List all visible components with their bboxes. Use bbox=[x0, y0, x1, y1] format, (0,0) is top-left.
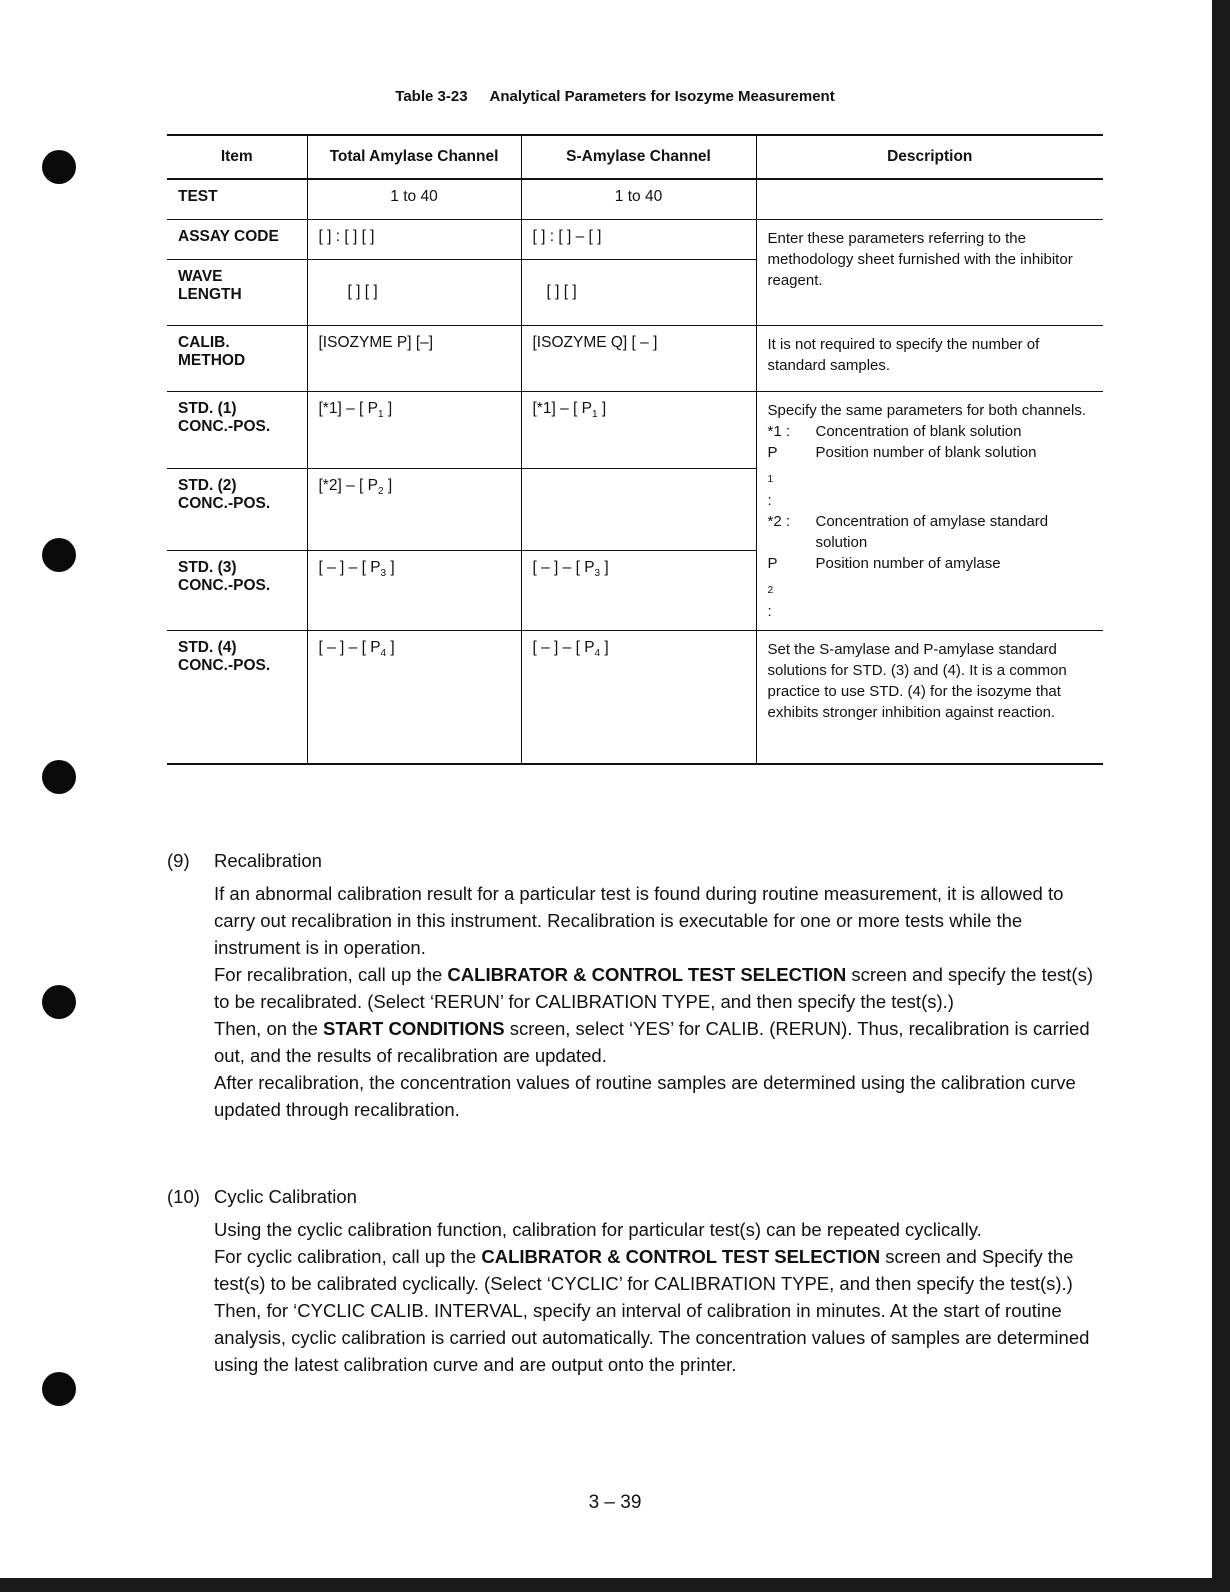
parameters-table bbox=[167, 134, 1103, 765]
screen-name: START CONDITIONS bbox=[323, 1018, 505, 1039]
paragraph-text: screen, select ‘YES’ for CALIB. (RERUN). Thus, recalibration is carried out, and the results of recalibration are updated. bbox=[214, 1018, 1090, 1066]
paragraph-text: screen and Specify the test(s) to be calibrated cyclically. (Select ‘CYCLIC’ for CALIBRATION TYPE, and then specify the test(s).) Then, for ‘CYCLIC CALIB. INTERVAL, specify an interval of calibration in minutes. At the start of routine analysis, cyclic calibration is carried out automatically. The concentration values of samples are determined using the latest calibration curve and are output onto the printer. bbox=[214, 1246, 1090, 1375]
cell-s-empty bbox=[521, 468, 756, 550]
cell-s bbox=[521, 630, 756, 764]
legend-key-text: P bbox=[767, 554, 778, 572]
binder-hole bbox=[42, 985, 76, 1019]
paragraph-text: For recalibration, call up the bbox=[214, 964, 448, 985]
legend-value: Concentration of amylase standard solution bbox=[815, 512, 1049, 551]
row-label bbox=[167, 259, 307, 325]
cell-s: [ISOZYME Q] [ – ] bbox=[521, 325, 756, 391]
cell-text: [ – ] – [ P bbox=[318, 558, 381, 576]
cell-text: [*1] – [ P bbox=[532, 399, 592, 417]
cell-total: [ISOZYME P] [–] bbox=[307, 325, 521, 391]
legend-key-text: : bbox=[767, 491, 772, 509]
section-heading bbox=[167, 1186, 1094, 1208]
cell-total: [ ] : [ ] [ ] bbox=[307, 219, 521, 259]
row-label-line: CALIB. bbox=[178, 333, 230, 351]
cell-text: ] bbox=[597, 399, 607, 417]
cell-s: [ ] : [ ] – [ ] bbox=[521, 219, 756, 259]
legend-key: *2 : bbox=[767, 512, 791, 530]
paragraph bbox=[214, 1243, 1094, 1378]
header-total-amylase: Total Amylase Channel bbox=[307, 135, 521, 179]
table-title: Analytical Parameters for Isozyme Measurement bbox=[489, 88, 835, 105]
legend-key-sub: 1 bbox=[767, 473, 774, 485]
desc-calib: It is not required to specify the number of standard samples. bbox=[756, 325, 1103, 391]
binder-hole bbox=[42, 760, 76, 794]
cell-text: ] bbox=[386, 558, 395, 576]
cell-total bbox=[307, 391, 521, 468]
cell-desc-empty bbox=[756, 179, 1103, 219]
binder-hole bbox=[42, 1372, 76, 1406]
paragraph-text: Then, on the bbox=[214, 1018, 324, 1039]
cell-subscript: 1 bbox=[591, 408, 598, 420]
row-label-line: STD. (3) bbox=[178, 558, 237, 576]
row-label bbox=[167, 630, 307, 764]
row-label-line: STD. (4) bbox=[178, 638, 237, 656]
legend-key: *1 : bbox=[767, 422, 791, 440]
desc-assay-text: Enter these parameters referring to the methodology sheet furnished with the inhibitor reagent. bbox=[767, 229, 1073, 289]
row-label bbox=[167, 468, 307, 550]
cell-subscript: 3 bbox=[594, 567, 601, 579]
paragraph: Using the cyclic calibration function, calibration for particular test(s) can be repeated cyclically. bbox=[214, 1219, 982, 1240]
header-item: Item bbox=[167, 135, 307, 179]
desc-std-intro: Specify the same parameters for both channels. bbox=[767, 401, 1087, 419]
paragraph: If an abnormal calibration result for a particular test is found during routine measurement, it is allowed to carry out recalibration in this instrument. Recalibration is executable for one or more tests while the instrument is in operation. bbox=[214, 883, 1064, 958]
cell-s bbox=[521, 391, 756, 468]
paragraph bbox=[214, 1015, 1094, 1069]
cell-text: [*1] – [ P bbox=[318, 399, 378, 417]
table-header-row bbox=[167, 135, 1103, 179]
scan-frame-right bbox=[1212, 0, 1230, 1592]
screen-name: CALIBRATOR & CONTROL TEST SELECTION bbox=[447, 964, 847, 985]
section-body bbox=[214, 1216, 1094, 1378]
legend-key-text: P bbox=[767, 443, 778, 461]
row-label bbox=[167, 550, 307, 630]
table-row bbox=[167, 219, 1103, 259]
cell-text: ] bbox=[600, 638, 609, 656]
cell-text: ] bbox=[383, 399, 393, 417]
paragraph bbox=[214, 961, 1094, 1015]
table-number: Table 3-23 bbox=[395, 88, 468, 105]
cell-subscript: 4 bbox=[594, 647, 601, 659]
row-label-line: METHOD bbox=[178, 351, 246, 369]
table-row bbox=[167, 325, 1103, 391]
cell-text: [ – ] – [ P bbox=[532, 638, 595, 656]
header-s-amylase: S-Amylase Channel bbox=[521, 135, 756, 179]
row-label-line: LENGTH bbox=[178, 285, 242, 303]
cell-s bbox=[521, 550, 756, 630]
table-row bbox=[167, 391, 1103, 468]
section-title: Recalibration bbox=[214, 850, 322, 871]
row-label: TEST bbox=[167, 179, 307, 219]
legend-value: Position number of blank solution bbox=[815, 443, 1037, 461]
cell-total bbox=[307, 630, 521, 764]
screen-name: CALIBRATOR & CONTROL TEST SELECTION bbox=[481, 1246, 881, 1267]
row-label-line: CONC.-POS. bbox=[178, 494, 271, 512]
legend-value: Concentration of blank solution bbox=[815, 422, 1022, 440]
table-row bbox=[167, 630, 1103, 764]
row-label bbox=[167, 391, 307, 468]
legend-value: Position number of amylase bbox=[815, 554, 1001, 572]
cell-text: [*2] – [ P bbox=[318, 476, 378, 494]
binder-hole bbox=[42, 150, 76, 184]
section-cyclic-calibration bbox=[167, 1186, 1094, 1378]
row-label-line: CONC.-POS. bbox=[178, 417, 271, 435]
cell-total: 1 to 40 bbox=[307, 179, 521, 219]
section-number: (10) bbox=[167, 1186, 200, 1207]
cell-total bbox=[307, 468, 521, 550]
cell-text: [ – ] – [ P bbox=[318, 638, 381, 656]
row-label-line: CONC.-POS. bbox=[178, 576, 271, 594]
legend-key bbox=[768, 553, 816, 622]
cell-s: 1 to 40 bbox=[521, 179, 756, 219]
section-title: Cyclic Calibration bbox=[214, 1186, 357, 1207]
cell-s: [ ] [ ] bbox=[521, 259, 756, 325]
legend-key-sub: 2 bbox=[767, 584, 774, 596]
table-row bbox=[167, 179, 1103, 219]
paragraph: After recalibration, the concentration values of routine samples are determined using the calibration curve updated through recalibration. bbox=[214, 1072, 1076, 1120]
legend-list bbox=[768, 421, 1093, 622]
cell-subscript: 3 bbox=[380, 567, 387, 579]
cell-subscript: 4 bbox=[380, 647, 387, 659]
row-label-line: STD. (2) bbox=[178, 476, 237, 494]
section-body bbox=[214, 880, 1094, 1123]
section-heading bbox=[167, 850, 1094, 872]
binder-hole bbox=[42, 538, 76, 572]
paragraph-text: screen and specify the test(s) to be recalibrated. (Select ‘RERUN’ for CALIBRATION TYPE, and then specify the test(s).) bbox=[214, 964, 1093, 1012]
paragraph-text: For cyclic calibration, call up the bbox=[214, 1246, 482, 1267]
cell-text: [ – ] – [ P bbox=[532, 558, 595, 576]
table-caption bbox=[0, 88, 1230, 105]
cell-total: [ ] [ ] bbox=[307, 259, 521, 325]
legend-key bbox=[768, 442, 816, 511]
desc-std bbox=[756, 391, 1103, 630]
row-label-line: WAVE bbox=[178, 267, 223, 285]
header-description: Description bbox=[756, 135, 1103, 179]
cell-subscript: 1 bbox=[377, 408, 384, 420]
row-label bbox=[167, 325, 307, 391]
row-label-line: STD. (1) bbox=[178, 399, 237, 417]
cell-text: ] bbox=[600, 558, 609, 576]
scan-frame-bottom bbox=[0, 1578, 1230, 1592]
section-number: (9) bbox=[167, 850, 190, 871]
desc-assay bbox=[756, 219, 1103, 325]
cell-subscript: 2 bbox=[377, 485, 384, 497]
cell-text: ] bbox=[386, 638, 395, 656]
cell-total bbox=[307, 550, 521, 630]
desc-std4: Set the S-amylase and P-amylase standard solutions for STD. (3) and (4). It is a common practice to use STD. (4) for the isozyme that exhibits stronger inhibition against reaction. bbox=[756, 630, 1103, 764]
row-label: ASSAY CODE bbox=[167, 219, 307, 259]
section-recalibration bbox=[167, 850, 1094, 1123]
legend-key-text: : bbox=[767, 602, 772, 620]
row-label-line: CONC.-POS. bbox=[178, 656, 271, 674]
cell-text: ] bbox=[383, 476, 393, 494]
page-number: 3 – 39 bbox=[588, 1492, 642, 1513]
